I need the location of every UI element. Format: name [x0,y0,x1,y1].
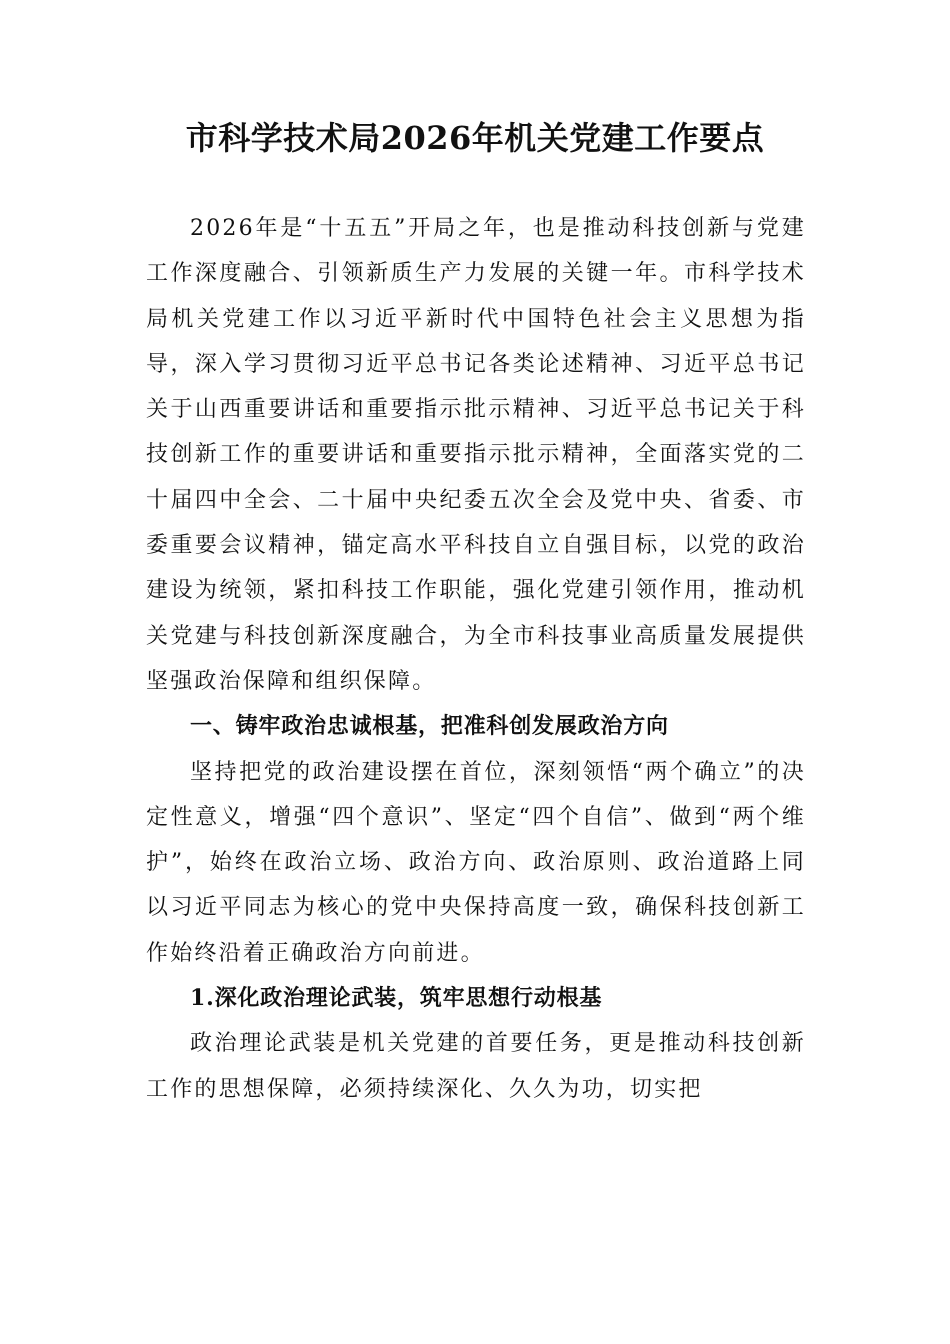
document-body [146,206,806,1112]
document-title: 市科学技术局2026年机关党建工作要点 [185,119,765,157]
subsection-heading: 1.深化政治理论武装，筑牢思想行动根基 [190,985,603,1012]
subsection-paragraph: 政治理论武装是机关党建的首要任务，更是推动科技创新工作的思想保障，必须持续深化、久久为功，切实把 [146,1031,806,1102]
intro-paragraph: 2026年是“十五五”开局之年，也是推动科技创新与党建工作深度融合、引领新质生产力发展的关键一年。市科学技术局机关党建工作以习近平新时代中国特色社会主义思想为指导，深入学习贯彻习近平总书记各类论述精神、习近平总书记关于山西重要讲话和重要指示批示精神、习近平总书记关于科技创新工作的重要讲话和重要指示批示精神，全面落实党的二十届四中全会、二十届中央纪委五次全会及党中央、省委、市委重要会议精神，锚定高水平科技自立自强目标，以党的政治建设为统领，紧扣科技工作职能，强化党建引领作用，推动机关党建与科技创新深度融合，为全市科技事业高质量发展提供坚强政治保障和组织保障。 [146,216,806,694]
section-heading: 一、铸牢政治忠诚根基，把准科创发展政治方向 [190,714,669,740]
section-paragraph: 坚持把党的政治建设摆在首位，深刻领悟“两个确立”的决定性意义，增强“四个意识”、坚定“四个自信”、做到“两个维护”，始终在政治立场、政治方向、政治原则、政治道路上同以习近平同志为核心的党中央保持高度一致，确保科技创新工作始终沿着正确政治方向前进。 [146,759,806,966]
